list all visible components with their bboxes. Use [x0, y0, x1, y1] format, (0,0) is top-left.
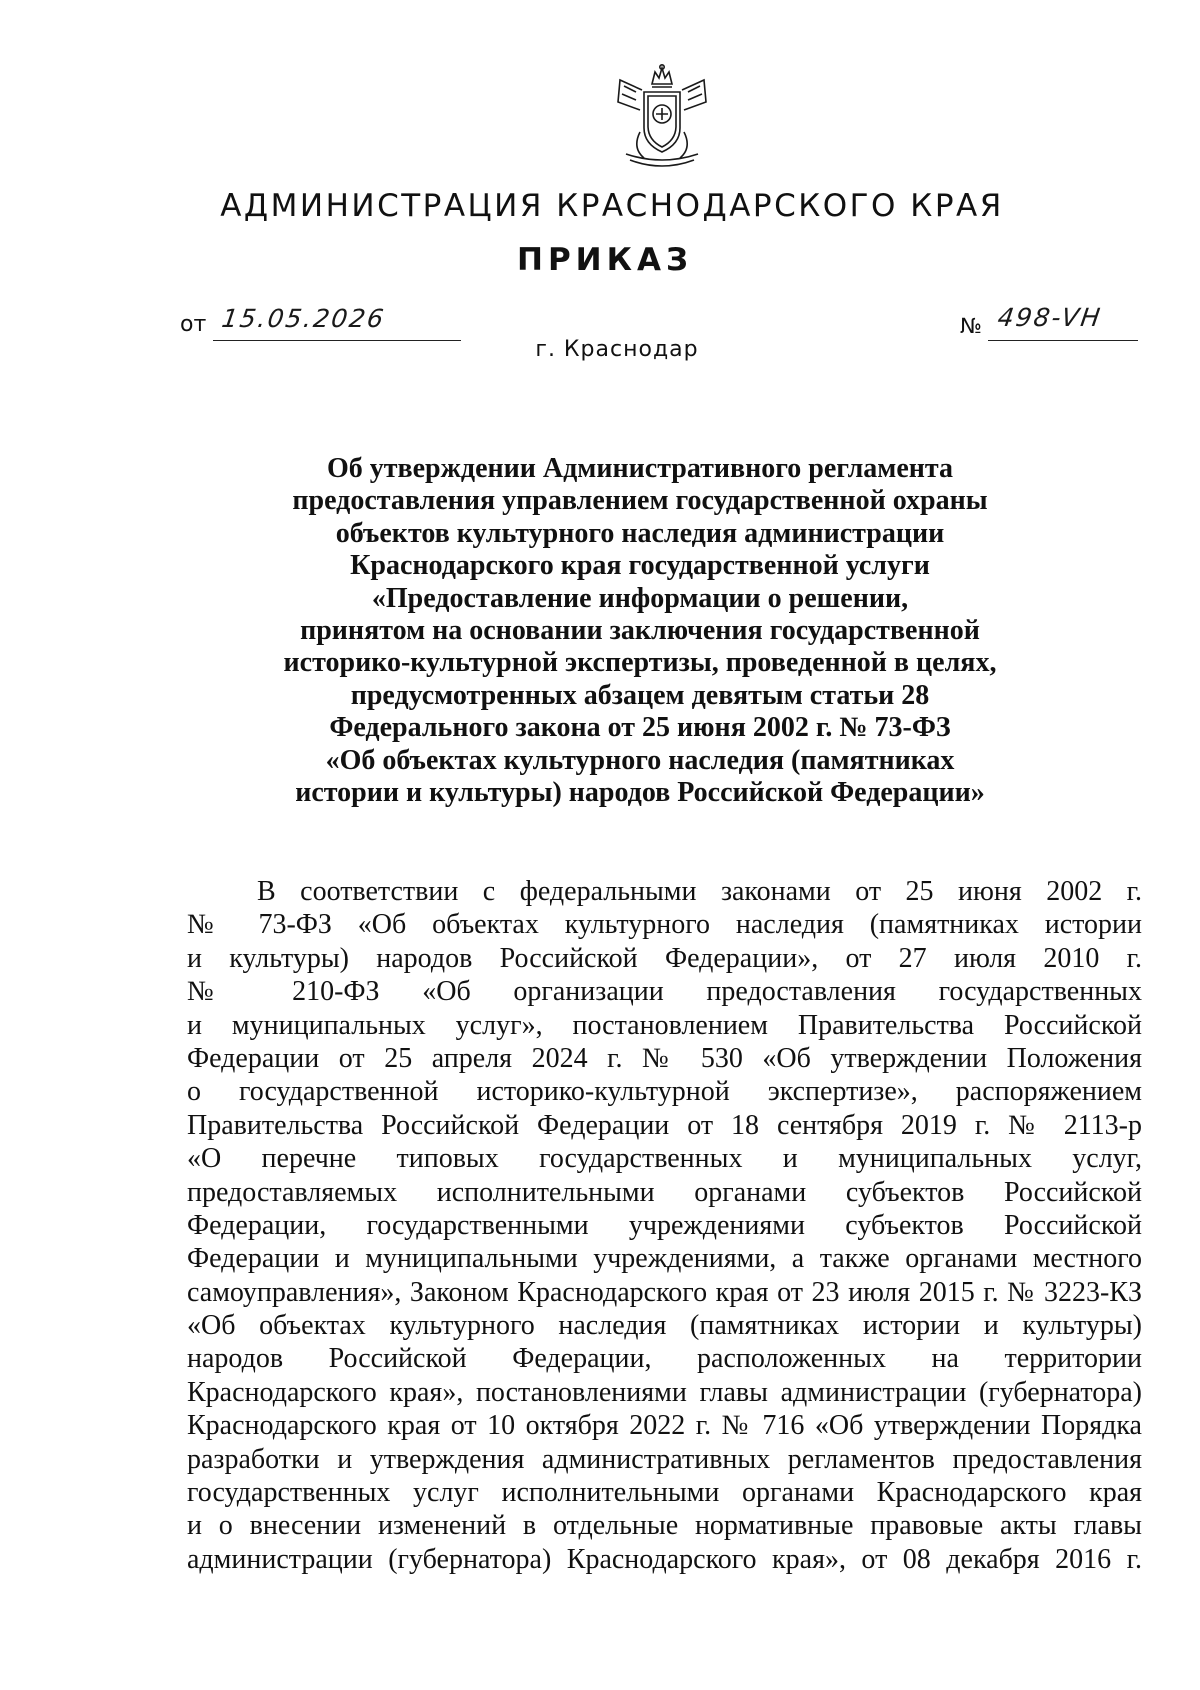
title-line: предоставления управлением государственной охраны: [292, 485, 988, 517]
body-paragraph: [187, 875, 1142, 1576]
number-prefix: №: [960, 314, 982, 338]
body-line: Федерации, государственными учреждениями субъектов Российской: [187, 1209, 1142, 1241]
number-value: 498-VH: [995, 303, 1104, 332]
title-line: Краснодарского края государственной услуги: [350, 550, 930, 582]
body-line: Краснодарского края от 10 октября 2022 г. № 716 «Об утверждении Порядка: [187, 1410, 1142, 1442]
body-line: Федерации и муниципальными учреждениями, а также органами местного: [187, 1243, 1142, 1275]
document-title: [180, 453, 1100, 809]
body-line: разработки и утверждения административных регламентов предоставления: [187, 1443, 1142, 1475]
title-line: объектов культурного наследия администрации: [335, 517, 945, 549]
title-line: принятом на основании заключения государственной: [300, 615, 980, 647]
body-line: № 210-ФЗ «Об организации предоставления государственных: [187, 976, 1142, 1008]
city: г. Краснодар: [535, 337, 699, 362]
body-line: Правительства Российской Федерации от 18 сентября 2019 г. № 2113-р: [187, 1109, 1142, 1141]
body-line: о государственной историко-культурной экспертизе», распоряжением: [187, 1076, 1142, 1108]
body-line: Краснодарского края», постановлениями главы администрации (губернатора): [187, 1376, 1142, 1408]
body-line: и муниципальных услуг», постановлением Правительства Российской: [187, 1009, 1142, 1041]
body-line: и о внесении изменений в отдельные нормативные правовые акты главы: [187, 1510, 1142, 1542]
body-line: предоставляемых исполнительными органами субъектов Российской: [187, 1176, 1142, 1208]
title-line: «Об объектах культурного наследия (памятниках: [325, 744, 955, 776]
document-type: ПРИКАЗ: [517, 242, 693, 278]
coat-of-arms-emblem: [612, 62, 712, 174]
body-line: № 73-ФЗ «Об объектах культурного наследия (памятниках истории: [187, 909, 1142, 941]
body-line: государственных услуг исполнительными органами Краснодарского края: [187, 1477, 1142, 1509]
date-prefix: от: [180, 312, 207, 337]
title-line: истории и культуры) народов Российской Федерации»: [295, 777, 985, 809]
date-value: 15.05.2026: [219, 304, 388, 333]
title-line: историко-культурной экспертизы, проведенной в целях,: [283, 647, 997, 679]
title-line: предусмотренных абзацем девятым статьи 28: [350, 679, 930, 711]
organization-name: АДМИНИСТРАЦИЯ КРАСНОДАРСКОГО КРАЯ: [220, 188, 1004, 224]
body-line: «Об объектах культурного наследия (памятниках истории и культуры): [187, 1310, 1142, 1342]
body-line: Федерации от 25 апреля 2024 г. № 530 «Об утверждении Положения: [187, 1042, 1142, 1074]
body-line: В соответствии с федеральными законами от 25 июня 2002 г.: [257, 876, 1142, 907]
title-line: «Предоставление информации о решении,: [371, 582, 909, 614]
body-line: самоуправления», Законом Краснодарского края от 23 июля 2015 г. № 3223-КЗ: [187, 1276, 1142, 1308]
body-line: «О перечне типовых государственных и муниципальных услуг,: [187, 1143, 1142, 1175]
title-line: Федерального закона от 25 июня 2002 г. № 73-ФЗ: [329, 712, 951, 744]
body-line: администрации (губернатора) Краснодарского края», от 08 декабря 2016 г.: [187, 1543, 1142, 1575]
body-line: народов Российской Федерации, расположенных на территории: [187, 1343, 1142, 1375]
body-line: и культуры) народов Российской Федерации», от 27 июля 2010 г.: [187, 942, 1142, 974]
title-line: Об утверждении Административного регламента: [326, 453, 954, 484]
